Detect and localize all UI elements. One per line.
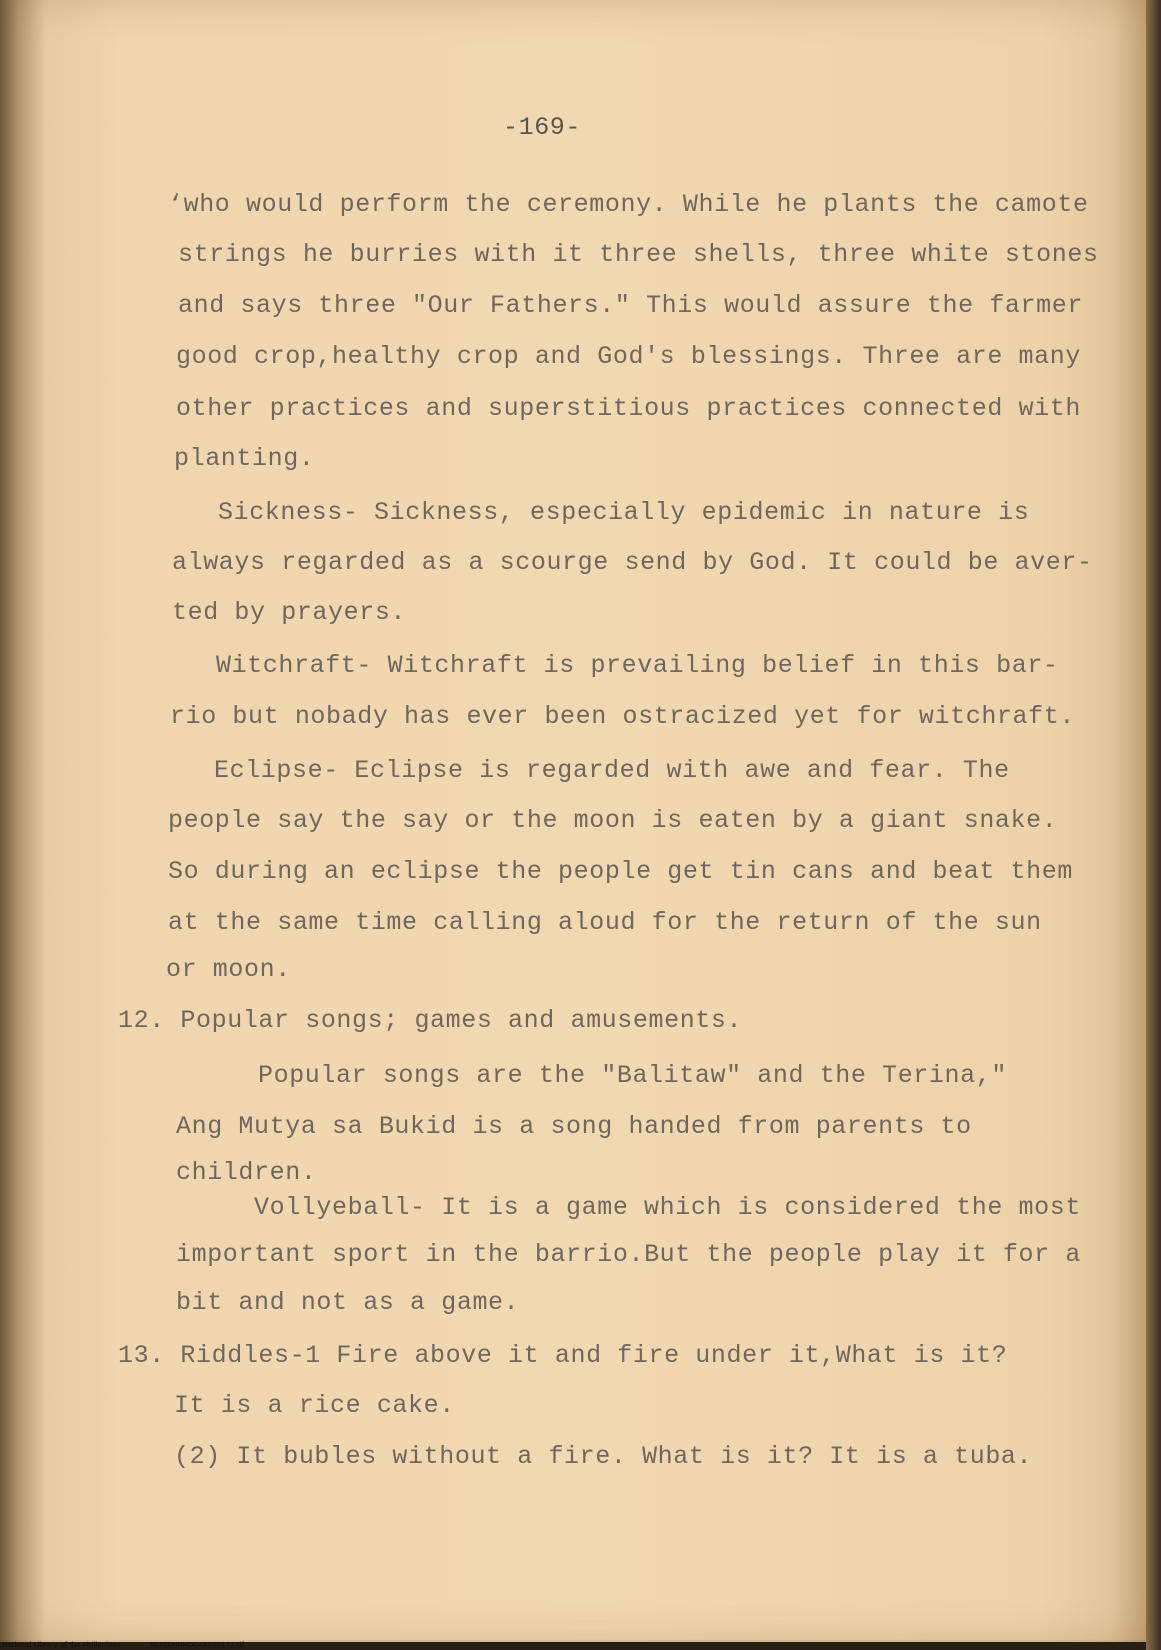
text-line: good crop,healthy crop and God's blessings. Three are many: [176, 342, 1081, 371]
section-heading: 12. Popular songs; games and amusements.: [118, 1006, 743, 1035]
text-line: rio but nobady has ever been ostracized yet for witchraft.: [170, 702, 1075, 731]
text-line: ted by prayers.: [172, 598, 407, 627]
text-line: ‘who would perform the ceremony. While he plants the camote: [168, 190, 1089, 219]
text-line: Eclipse- Eclipse is regarded with awe and fear. The: [214, 756, 1010, 785]
text-line: important sport in the barrio.But the people play it for a: [176, 1240, 1081, 1269]
footer-library: National Library of the Philippines: [2, 1641, 121, 1649]
text-line: strings he burries with it three shells, three white stones: [178, 240, 1099, 269]
text-line: Ang Mutya sa Bukid is a song handed from parents to: [176, 1112, 972, 1141]
text-line: or moon.: [166, 955, 291, 984]
archive-footer: [0, 1640, 1146, 1650]
text-line: people say the say or the moon is eaten by a giant snake.: [168, 806, 1058, 835]
page-number: -169-: [503, 113, 582, 142]
text-line: Vollyeball- It is a game which is considered the most: [254, 1193, 1081, 1222]
text-line: (2) It bubles without a fire. What is it? It is a tuba.: [174, 1442, 1033, 1471]
text-line: bit and not as a game.: [176, 1288, 520, 1317]
footer-filename: NLP00HNHDCAB050172.tif: [150, 1641, 244, 1649]
text-line: other practices and superstitious practices connected with: [176, 394, 1081, 423]
text-line: children.: [176, 1158, 317, 1187]
book-edge: [1146, 0, 1161, 1650]
text-line: Popular songs are the "Balitaw" and the Terina,": [258, 1061, 1007, 1090]
text-line: planting.: [174, 444, 315, 473]
text-line: It is a rice cake.: [174, 1391, 455, 1420]
section-heading: 13. Riddles-1 Fire above it and fire under it,What is it?: [118, 1341, 1008, 1370]
text-line: always regarded as a scourge send by God. It could be aver-: [172, 548, 1093, 577]
text-line: Witchraft- Witchraft is prevailing belief in this bar-: [216, 651, 1059, 680]
text-line: and says three "Our Fathers." This would assure the farmer: [178, 291, 1083, 320]
text-line: at the same time calling aloud for the return of the sun: [168, 908, 1042, 937]
text-line: So during an eclipse the people get tin cans and beat them: [168, 857, 1073, 886]
text-line: Sickness- Sickness, especially epidemic in nature is: [218, 498, 1030, 527]
